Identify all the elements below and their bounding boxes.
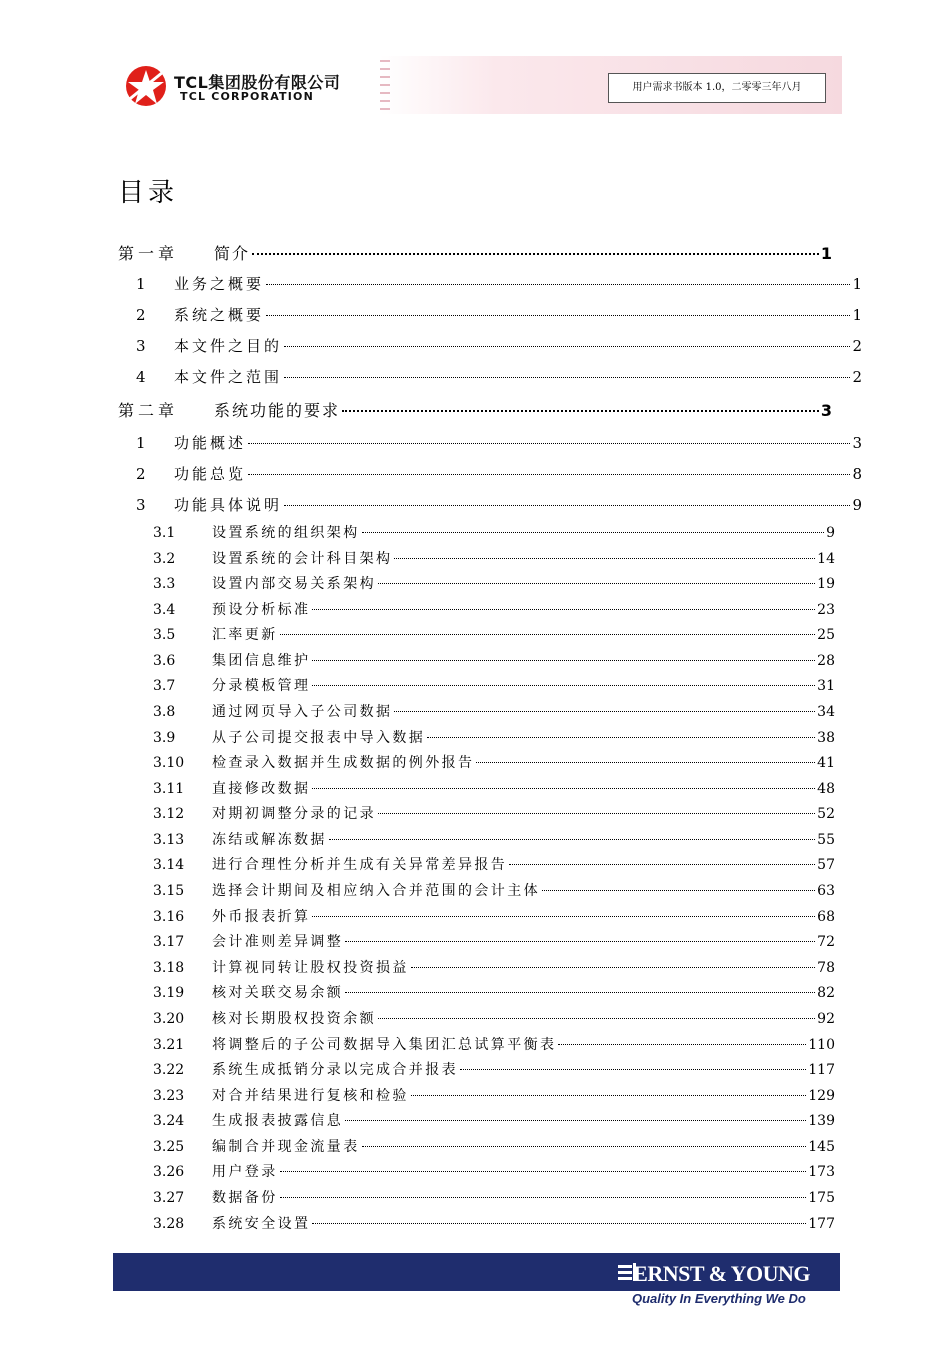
toc-entry-title: 业务之概要 [174,275,265,293]
toc-leader-dots [460,1069,806,1070]
toc-entry-title: 功能概述 [174,434,247,452]
toc-entry[interactable] [153,573,835,593]
toc-entry-title: 功能总览 [174,465,247,483]
toc-entry-number: 3.19 [153,985,185,1001]
toc-entry-page: 57 [817,857,835,873]
toc-entry[interactable] [153,522,835,542]
toc-entry-title: 对期初调整分录的记录 [212,806,376,822]
toc-leader-dots [476,762,815,763]
toc-entry-number: 3.1 [153,525,176,541]
toc-leader-dots [342,410,819,412]
toc-leader-dots [378,1018,815,1019]
toc-entry-title: 集团信息维护 [212,653,311,669]
toc-entry-number: 3.9 [153,730,176,746]
toc-entry-page: 63 [817,883,835,899]
toc-entry-title: 数据备份 [212,1190,278,1206]
toc-entry-number: 3 [136,337,146,355]
toc-entry-number: 3.7 [153,678,176,694]
toc-entry[interactable] [153,1187,835,1207]
toc-entry-page: 173 [808,1164,835,1180]
toc-entry-number: 3.17 [153,934,185,950]
toc-entry-title: 核对关联交易余额 [212,985,344,1001]
toc-entry[interactable] [136,494,862,515]
toc-entry-title: 对合并结果进行复核和检验 [212,1088,409,1104]
toc-entry-page: 2 [852,368,862,386]
footer-tagline: Quality In Everything We Do [632,1291,806,1306]
toc-entry-page: 34 [817,704,835,720]
toc-entry-page: 110 [808,1037,835,1053]
toc-entry-page: 3 [852,434,862,452]
toc-entry-page: 52 [817,806,835,822]
toc-leader-dots [284,505,850,506]
toc-leader-dots [509,864,815,865]
toc-entry-number: 3.15 [153,883,185,899]
toc-entry-page: 9 [826,525,835,541]
toc-entry[interactable] [118,241,834,264]
toc-entry-number: 第二章 [118,401,179,420]
toc-entry-number: 3.24 [153,1113,185,1129]
toc-entry-title: 将调整后的子公司数据导入集团汇总试算平衡表 [212,1037,557,1053]
toc-leader-dots [280,1171,807,1172]
toc-leader-dots [362,1146,807,1147]
toc-entry-number: 3.28 [153,1216,185,1232]
toc-entry-page: 117 [808,1062,835,1078]
toc-leader-dots [411,967,815,968]
toc-entry-page: 23 [817,602,835,618]
toc-entry-page: 14 [817,551,835,567]
toc-entry[interactable] [136,463,862,484]
toc-entry-page: 177 [808,1216,835,1232]
toc-entry[interactable] [153,1213,835,1233]
toc-entry[interactable] [153,675,835,695]
toc-entry-page: 48 [817,781,835,797]
toc-entry-number: 3.5 [153,627,176,643]
toc-entry-title: 生成报表披露信息 [212,1113,344,1129]
toc-leader-dots [266,284,850,285]
toc-leader-dots [312,685,815,686]
toc-entry-number: 2 [136,306,146,324]
toc-entry[interactable] [153,1008,835,1028]
toc-entry-title: 系统功能的要求 [214,401,341,420]
toc-entry[interactable] [153,803,835,823]
toc-entry-number: 3.8 [153,704,176,720]
toc-entry-page: 2 [852,337,862,355]
toc-entry[interactable] [153,982,835,1002]
toc-entry[interactable] [153,599,835,619]
toc-entry-page: 78 [817,960,835,976]
toc-entry[interactable] [153,906,835,926]
toc-entry-title: 用户登录 [212,1164,278,1180]
toc-entry-title: 核对长期股权投资余额 [212,1011,376,1027]
toc-entry-title: 设置系统的会计科目架构 [212,551,393,567]
toc-entry-number: 第一章 [118,244,179,263]
toc-entry-title: 计算视同转让股权投资损益 [212,960,409,976]
toc-entry[interactable] [153,650,835,670]
toc-entry-number: 3.23 [153,1088,185,1104]
toc-entry-number: 3.14 [153,857,185,873]
toc-entry-title: 冻结或解冻数据 [212,832,327,848]
toc-entry-page: 1 [820,244,834,263]
toc-entry-page: 129 [808,1088,835,1104]
toc-leader-dots [248,443,850,444]
toc-entry-number: 3.4 [153,602,176,618]
toc-entry-number: 3 [136,496,146,514]
toc-entry-title: 直接修改数据 [212,781,311,797]
toc-leader-dots [284,377,850,378]
toc-entry-title: 本文件之目的 [174,337,283,355]
toc-entry-page: 1 [852,275,862,293]
toc-entry-title: 进行合理性分析并生成有关异常差异报告 [212,857,508,873]
toc-entry-number: 3.21 [153,1037,185,1053]
toc-entry-page: 68 [817,909,835,925]
toc-entry-title: 系统生成抵销分录以完成合并报表 [212,1062,458,1078]
toc-leader-dots [394,711,815,712]
toc-entry-title: 预设分析标准 [212,602,311,618]
toc-entry-page: 72 [817,934,835,950]
toc-entry-title: 本文件之范围 [174,368,283,386]
toc-leader-dots [427,737,815,738]
toc-entry[interactable] [153,957,835,977]
toc-entry[interactable] [136,432,862,453]
toc-leader-dots [329,839,815,840]
toc-leader-dots [252,253,819,255]
toc-entry-page: 19 [817,576,835,592]
toc-entry[interactable] [153,931,835,951]
toc-entry-number: 3.11 [153,781,185,797]
toc-leader-dots [312,788,815,789]
toc-entry-page: 55 [817,832,835,848]
tcl-star-icon [122,64,174,108]
toc-entry-title: 选择会计期间及相应纳入合并范围的会计主体 [212,883,540,899]
toc-entry-page: 145 [808,1139,835,1155]
header-decoration [380,60,390,110]
ey-brand-name: ERNST & YOUNG [633,1261,810,1286]
toc-entry-title: 系统之概要 [174,306,265,324]
toc-entry-number: 3.13 [153,832,185,848]
toc-leader-dots [280,1197,807,1198]
toc-leader-dots [378,583,815,584]
toc-entry-number: 1 [136,434,146,452]
toc-entry-page: 31 [817,678,835,694]
toc-entry[interactable] [118,398,834,421]
toc-entry[interactable] [136,304,862,325]
toc-entry-title: 设置内部交易关系架构 [212,576,376,592]
toc-entry[interactable] [136,273,862,294]
toc-entry-title: 简介 [214,244,251,263]
toc-entry-number: 4 [136,368,146,386]
toc-leader-dots [312,916,815,917]
toc-leader-dots [362,532,824,533]
toc-entry-number: 3.10 [153,755,185,771]
toc-entry-title: 分录模板管理 [212,678,311,694]
toc-entry-page: 9 [852,496,862,514]
toc-entry-title: 编制合并现金流量表 [212,1139,360,1155]
toc-leader-dots [345,992,815,993]
toc-entry-number: 2 [136,465,146,483]
toc-entry-title: 通过网页导入子公司数据 [212,704,393,720]
toc-entry-number: 3.22 [153,1062,185,1078]
toc-entry[interactable] [153,778,835,798]
toc-entry-number: 1 [136,275,146,293]
toc-entry[interactable] [153,701,835,721]
toc-entry-title: 设置系统的组织架构 [212,525,360,541]
toc-entry[interactable] [153,1085,835,1105]
toc-leader-dots [284,346,850,347]
toc-entry[interactable] [153,880,835,900]
toc-entry-number: 3.3 [153,576,176,592]
toc-entry-page: 25 [817,627,835,643]
company-name-en: TCL CORPORATION [180,90,315,103]
toc-entry-number: 3.18 [153,960,185,976]
toc-entry-page: 139 [808,1113,835,1129]
toc-title: 目录 [118,178,179,208]
toc-leader-dots [312,609,815,610]
toc-entry[interactable] [153,1034,835,1054]
toc-entry-page: 92 [817,1011,835,1027]
toc-entry-number: 3.12 [153,806,185,822]
toc-leader-dots [266,315,850,316]
toc-entry-page: 82 [817,985,835,1001]
toc-entry-title: 系统安全设置 [212,1216,311,1232]
toc-entry-page: 1 [852,306,862,324]
toc-entry-number: 3.26 [153,1164,185,1180]
toc-entry-title: 汇率更新 [212,627,278,643]
toc-entry-number: 3.6 [153,653,176,669]
toc-leader-dots [312,1223,806,1224]
toc-leader-dots [248,474,850,475]
toc-leader-dots [542,890,815,891]
toc-entry[interactable] [153,829,835,849]
toc-entry-title: 外币报表折算 [212,909,311,925]
document-info: 用户需求书版本 1.0，二零零三年八月 [608,73,826,103]
toc-entry-number: 3.2 [153,551,176,567]
toc-entry-title: 从子公司提交报表中导入数据 [212,730,426,746]
toc-entry[interactable] [153,1110,835,1130]
toc-entry[interactable] [153,624,835,644]
toc-entry-title: 功能具体说明 [174,496,283,514]
toc-entry[interactable] [153,752,835,772]
toc-entry-number: 3.20 [153,1011,185,1027]
toc-entry[interactable] [153,1059,835,1079]
toc-entry-number: 3.25 [153,1139,185,1155]
toc-entry[interactable] [153,727,835,747]
toc-leader-dots [411,1095,806,1096]
toc-leader-dots [558,1044,806,1045]
toc-entry[interactable] [153,548,835,568]
toc-entry-number: 3.27 [153,1190,185,1206]
tcl-logo [122,64,362,108]
toc-entry-title: 会计准则差异调整 [212,934,344,950]
toc-entry[interactable] [136,335,862,356]
toc-leader-dots [312,660,815,661]
toc-entry-page: 28 [817,653,835,669]
toc-entry-page: 38 [817,730,835,746]
toc-leader-dots [280,634,816,635]
toc-entry-page: 175 [808,1190,835,1206]
toc-entry[interactable] [153,854,835,874]
footer-bar [113,1253,840,1291]
toc-entry-page: 3 [820,401,834,420]
toc-entry[interactable] [153,1161,835,1181]
toc-entry-page: 8 [852,465,862,483]
company-name-cn: TCL集团股份有限公司 [174,73,341,92]
toc-leader-dots [345,1120,806,1121]
toc-entry[interactable] [136,366,862,387]
toc-entry[interactable] [153,1136,835,1156]
toc-entry-page: 41 [817,755,835,771]
toc-entry-title: 检查录入数据并生成数据的例外报告 [212,755,475,771]
toc-entry-number: 3.16 [153,909,185,925]
toc-leader-dots [378,813,815,814]
toc-leader-dots [345,941,815,942]
toc-leader-dots [394,558,815,559]
